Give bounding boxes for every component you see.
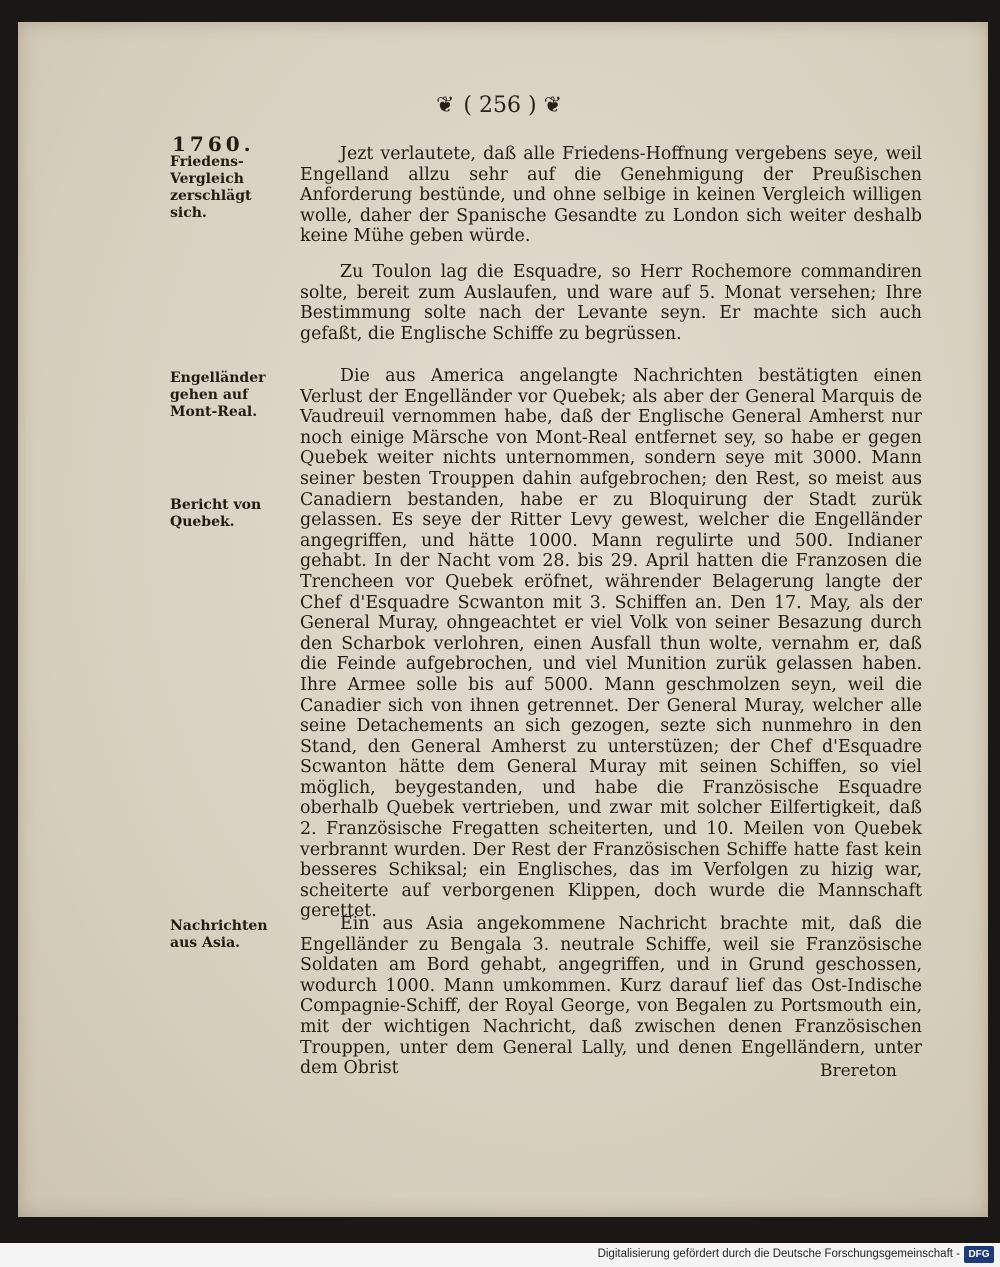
page-header	[0, 93, 1000, 118]
margin-note: Friedens-Vergleich zerschlägt sich.	[170, 154, 252, 221]
margin-note: Nachrichten aus Asia.	[170, 918, 268, 951]
right-ornament-icon: ❦	[543, 93, 565, 118]
margin-note: Bericht von Quebek.	[170, 497, 262, 530]
footer-bar	[0, 1243, 1000, 1267]
catchword: Brereton	[820, 1061, 897, 1081]
paragraph: Die aus America angelangte Nachrichten bestätigten einen Verlust der Engelländer vor Quebek; als aber der General Marquis de Vaudreuil vernommen habe, daß der Englische General Amherst nur noch einige Märsche von Mont-Real entfernet sey, so habe er gegen Quebek weiter nichts unternommen, sondern seye mit 3000. Mann seiner besten Trouppen dahin aufgebrochen; den Rest, so meist aus Canadiern bestanden, habe er zu Bloquirung der Stadt zurük gelassen. Es seye der Ritter Levy gewest, welcher die Engelländer angegriffen, und hätte 1000. Mann regulirte und 500. Indianer gehabt. In der Nacht vom 28. bis 29. April hatten die Franzosen die Trencheen vor Quebek eröfnet, währender Belagerung langte der Chef d'Esquadre Scwanton mit 3. Schiffen an. Den 17. May, als der General Muray, ohngeachtet er viel Volk von seiner Besazung durch den Scharbok verlohren, einen Ausfall thun wolte, vernahm er, daß die Feinde aufgebrochen, und viel Munition zurük gelassen haben. Ihre Armee solle bis auf 5000. Mann geschmolzen seyn, weil die Canadier sich von ihnen getrennet. Der General Muray, welcher alle seine Detachements an sich gezogen, sezte sich nunmehro in den Stand, den General Amherst zu unterstüzen; der Chef d'Esquadre Scwanton hätte dem General Muray mit seinen Schiffen, so viel möglich, beygestanden, und habe die Französische Esquadre oberhalb Quebek vertrieben, und zwar mit solcher Eilfertigkeit, daß 2. Französische Fregatten scheiterten, und 10. Meilen von Quebek verbrannt wurden. Der Rest der Französischen Schiffe hatte fast kein besseres Schiksal; ein Englisches, das im Verfolgen zu hizig war, scheiterte auf verborgenen Klippen, doch wurde die Mannschaft gerettet.	[300, 366, 922, 922]
paragraph: Jezt verlautete, daß alle Friedens-Hoffnung vergebens seye, weil Engelland allzu sehr auf die Genehmigung der Preußischen Anforderung bestünde, und ohne selbige in keinen Vergleich willigen wolle, daher der Spanische Gesandte zu London sich weiter deshalb keine Mühe geben würde.	[300, 144, 922, 247]
funding-notice: Digitalisierung gefördert durch die Deutsche Forschungsgemeinschaft -	[597, 1248, 960, 1260]
dfg-logo-icon: DFG	[964, 1246, 994, 1263]
paragraph: Ein aus Asia angekommene Nachricht brachte mit, daß die Engelländer zu Bengala 3. neutrale Schiffe, weil sie Französische Soldaten am Bord gehabt, angegriffen, und in Grund geschossen, wodurch 1000. Mann umkommen. Kurz darauf lief das Ost-Indische Compagnie-Schiff, der Royal George, von Begalen zu Portsmouth ein, mit der wichtigen Nachricht, daß zwischen denen Französischen Trouppen, unter dem General Lally, und denen Engelländern, unter dem Obrist	[300, 914, 922, 1079]
year-marker: 1760.	[172, 132, 255, 156]
paragraph: Zu Toulon lag die Esquadre, so Herr Rochemore commandiren solte, bereit zum Auslaufen, und ware auf 5. Monat versehen; Ihre Bestimmung solte nach der Levante seyn. Er machte sich auch gefaßt, die Englische Schiffe zu begrüssen.	[300, 262, 922, 344]
margin-note: Engelländer gehen auf Mont-Real.	[170, 370, 266, 420]
page-number: ( 256 )	[463, 93, 537, 118]
left-ornament-icon: ❦	[435, 93, 457, 118]
